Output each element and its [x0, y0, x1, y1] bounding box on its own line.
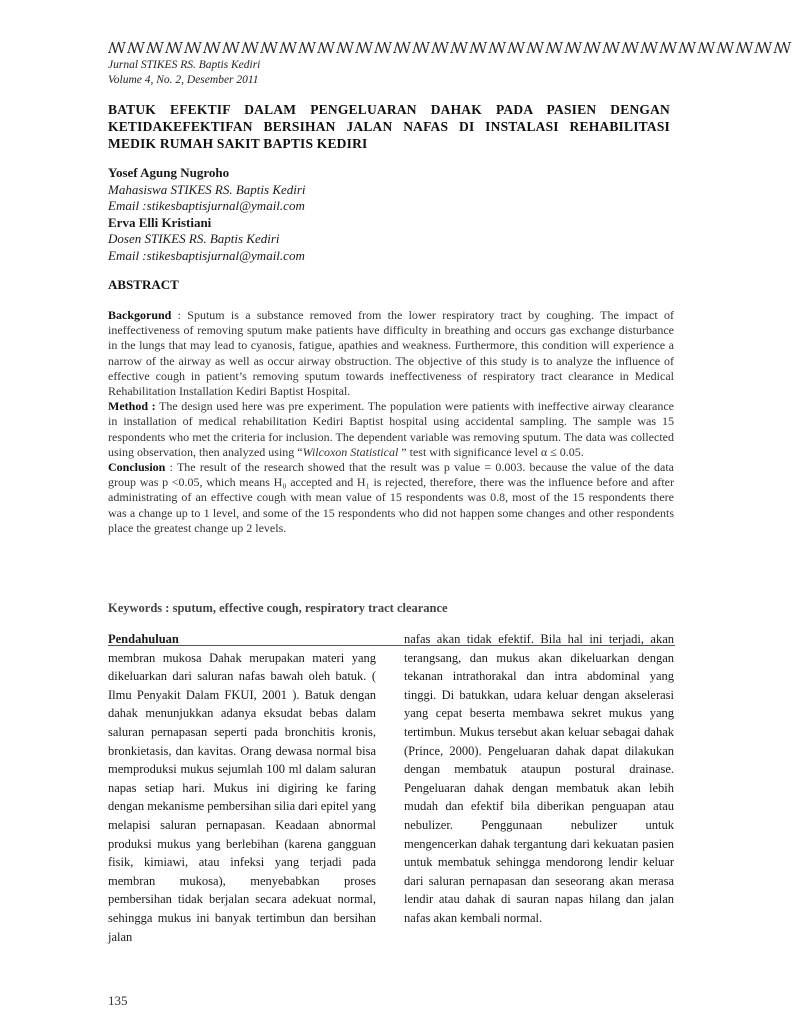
journal-name: Jurnal STIKES RS. Baptis Kediri: [108, 59, 261, 71]
author-affiliation: Dosen STIKES RS. Baptis Kediri: [108, 231, 280, 246]
author-affiliation: Mahasiswa STIKES RS. Baptis Kediri: [108, 181, 306, 197]
body-column-left: [108, 630, 376, 946]
body-paragraph-right: nafas akan tidak efektif. Bila hal ini terjadi, akan terangsang, dan mukus akan dikeluarkan dengan tekanan intrathorakal dan intra abdominal yang tinggi. Di batukkan, udara keluar dengan akselerasi yang cepat beserta membawa sekret mukus yang tertimbun. Mukus tersebut akan keluar sebagai dahak (Prince, 2000). Pengeluaran dahak dapat dilakukan dengan membatuk ataupun postural drainase. Pengeluaran dahak dengan membatuk akan lebih mudah dan efektif bila diberikan penguapan atau nebulizer. Penggunaan nebulizer untuk mengencerkan dahak tergantung dari kekuatan pasien untuk membatuk sehingga mendorong lendir keluar dari saluran pernapasan dan seseorang akan merasa lendir atau dahak di sauran napas hilang dan jalan nafas akan kembali normal.: [404, 632, 674, 925]
method-test-name: Wilcoxon Statistical: [302, 444, 399, 459]
abstract-body: [108, 308, 674, 536]
method-text-end: ” test with significance level α ≤ 0.05.: [398, 444, 584, 459]
journal-volume: Volume 4, No. 2, Desember 2011: [108, 74, 259, 86]
keywords: Keywords : sputum, effective cough, respiratory tract clearance: [108, 601, 448, 615]
body-paragraph-left: membran mukosa Dahak merupakan materi yang dikeluarkan dari saluran nafas bawah oleh batuk. ( Ilmu Penyakit Dalam FKUI, 2001 ). Batuk dengan dahak menunjukkan adanya eksudat bebas dalam saluran pernapasan seperti pada bronchitis kronis, bronkietasis, dan kavitas. Orang dewasa normal bisa memproduksi mukus sejumlah 100 ml dalam saluran napas setiap hari. Mukus ini digiring ke faring dengan mekanisme pembersihan silia dari epitel yang melapisi saluran pernapasan. Keadaan abnormal produksi mukus yang berlebihan (karena gangguan fisik, kimiawi, atau infeksi yang terjadi pada membran mukosa), menyebabkan proses pembersihan tidak berjalan secara adekuat normal, sehingga mukus ini banyak tertimbun dan bersihan jalan: [108, 650, 376, 944]
method-label: Method :: [108, 399, 156, 414]
background-text: : Sputum is a substance removed from the lower respiratory tract by coughing. The impact of ineffectiveness of removing sputum make patients have difficulty in breathing and occurs gas exchange disturbance in the lungs that may lead to cyanosis, fatigue, apathies and weakness. Furthermore, this condition will experience a narrow of the airway as well as occur airway obstruction. The objective of this study is to analyze the influence of effective cough in patient’s removing sputum towards ineffectiveness of respiratory tract clearance in Medical Rehabilitation Installation Kediri Baptist Hospital.: [108, 308, 674, 399]
conclusion-label: Conclusion: [108, 460, 166, 475]
page-number: 135: [108, 993, 128, 1008]
author-email: Email :stikesbaptisjurnal@ymail.com: [108, 198, 305, 213]
author-name: Erva Elli Kristiani: [108, 214, 212, 230]
body-column-right: [404, 630, 674, 928]
author-email: Email :stikesbaptisjurnal@ymail.com: [108, 247, 305, 263]
abstract-conclusion: [108, 460, 674, 536]
header-ornament: ꟿꟿꟿꟿꟿꟿꟿꟿꟿꟿꟿꟿꟿꟿꟿꟿꟿꟿꟿꟿꟿꟿꟿꟿꟿꟿꟿꟿꟿꟿꟿꟿꟿꟿꟿꟿ: [108, 41, 792, 57]
author-name: Yosef Agung Nugroho: [108, 165, 230, 180]
abstract-background: [108, 308, 674, 399]
abstract-method: [108, 399, 674, 460]
author-block: [108, 165, 306, 264]
conclusion-text: : The result of the research showed that the result was p value = 0.003. because the value of the data group was p <0.05, which means H₀ accepted and H₁ is rejected, therefore, there was the influence before and after administrating of an effective cough with mean value of 15 respondents was 0.8, most of the 15 respondents there was a change up to 1 level, and some of the 15 respondents who did not happen some changes and other respondents place the greatest change up 2 levels.: [108, 460, 674, 535]
section-heading: Pendahuluan: [108, 632, 179, 646]
background-label: Backgorund: [108, 308, 172, 322]
article-title: BATUK EFEKTIF DALAM PENGELUARAN DAHAK PADA PASIEN DENGAN KETIDAKEFEKTIFAN BERSIHAN JALAN NAFAS DI INSTALASI REHABILITASI MEDIK RUMAH SAKIT BAPTIS KEDIRI: [108, 102, 670, 151]
abstract-heading: ABSTRACT: [108, 277, 179, 292]
journal-meta: [108, 58, 260, 88]
method-text: The design used here was pre experiment. The population were patients with ineffective airway clearance in installation of medical rehabilitation Kediri Baptist hospital using accidental sampling. The sample was 15 respondents who met the criteria for inclusion. The dependent variable was removing sputum. The data was collected using observation, then analyzed using “: [108, 399, 674, 459]
